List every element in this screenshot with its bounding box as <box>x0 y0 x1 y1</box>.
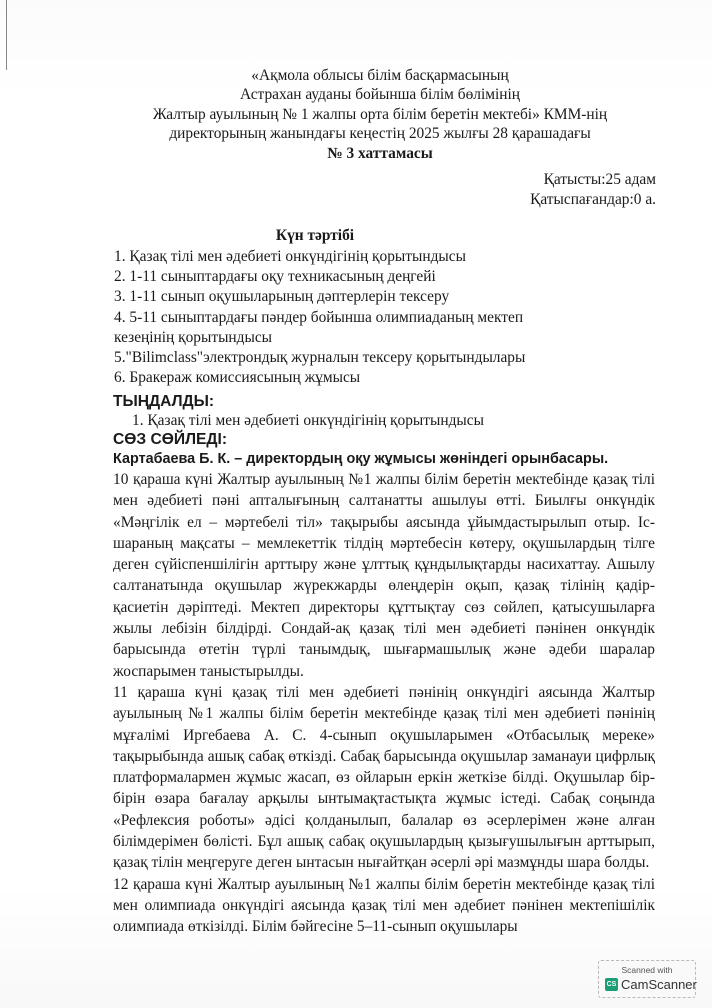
agenda-item: 3. 1-11 сынып оқушыларының дәптерлерін тексеру <box>114 288 450 306</box>
header-line: директорының жанындағы кеңестің 2025 жылғы 28 қарашадағы <box>169 125 591 143</box>
agenda-title: Күн тәртібі <box>275 227 355 244</box>
header-line: Астрахан ауданы бойынша білім бөлімінің <box>239 86 521 104</box>
header-line: Жалтыр ауылының № 1 жалпы орта білім беретін мектебі» КММ-нің <box>152 105 608 123</box>
speaker-line: Картабаева Б. К. – директордың оқу жұмысы жөніндегі орынбасары. <box>113 451 609 467</box>
listened-heading: ТЫҢДАЛДЫ: <box>113 393 215 410</box>
camscanner-brand <box>605 977 697 992</box>
agenda-item: 1. Қазақ тілі мен әдебиеті онкүндігінің қорытындысы <box>114 248 466 265</box>
camscanner-logo-icon: CS <box>605 978 618 991</box>
attendance-absent: Қатыспағандар:0 а. <box>530 191 656 208</box>
attendance-block <box>530 170 656 210</box>
report-body <box>113 469 655 938</box>
agenda-item: 5."Bilimclass"электрондық журналын тексеру қорытындылары <box>114 349 526 367</box>
camscanner-name: CamScanner <box>621 977 697 992</box>
attendance-present: Қатысты:25 адам <box>543 171 656 188</box>
body-paragraph: 11 қараша күні қазақ тілі мен әдебиеті пәнінің онкүндігі аясында Жалтыр ауылының №1 жалпы білім беретін мектебінде қазақ тілі мен әдебиеті пәнінің мұғалімі Иргебаева А. С. 4-сынып оқушыларымен «Отбасылық мереке» тақырыбында ашық сабақ өткізді. Сабақ барысында оқушылар заманауи цифрлық платформалармен жұмыс жасап, өз ойларын еркін жеткізе білді. Оқушылар бір-бірін өзара бағалау арқылы ынтымақтастықта жұмыс істеді. Сабақ соңында «Рефлексия роботы» әдісі қолданылып, балалар өз әсерлерімен және алған білімдерімен бөлісті. Бұл ашық сабақ оқушылардың қызығушылығын арттырып, қазақ тілін меңгеруге деген ынтасын нығайтқан әсерлі әрі мазмұнды шара болды. <box>113 683 655 872</box>
header-line: «Ақмола облысы білім басқармасының <box>251 67 509 84</box>
agenda-list <box>114 247 654 388</box>
body-paragraph: 12 қараша күні Жалтыр ауылының №1 жалпы білім беретін мектебінде қазақ тілі мен олимпиада онкүндігі аясында қазақ тілі мен әдебиет пәнінен мектепішілік олимпиада өткізілді. Білім бәйгесіне 5–11-сынып оқушылары <box>113 875 655 936</box>
agenda-item: 4. 5-11 сыныптардағы пәндер бойынша олимпиаданың мектеп кезеңінің қорытындысы <box>114 308 524 346</box>
agenda-item: 2. 1-11 сыныптардағы оқу техникасының деңгейі <box>114 268 436 286</box>
spoke-heading: СӨЗ СӨЙЛЕДІ: <box>113 431 228 448</box>
document-header <box>100 66 660 163</box>
protocol-title: № 3 хаттамасы <box>327 144 433 162</box>
body-paragraph: 10 қараша күні Жалтыр ауылының №1 жалпы білім беретін мектебінде қазақ тілі мен әдебиеті пәні апталығының салтанатты ашылуы өтті. Биылғы онкүндік «Мәңгілік ел – мәртебелі тіл» тақырыбы аясында ұйымдастырылып отыр. Іс-шараның мақсаты – мемлекеттік тілдің мәртебесін көтеру, оқушылардың тілге деген сүйіспеншілігін арттыру және ұлттық құндылықтарды насихаттау. Ашылу салтанатында оқушылар жүрекжарды өлеңдерін оқып, қазақ тілінің қадір-қасиетін дәріптеді. Мектеп директоры құттықтау сөз сөйлеп, қатысушыларға жылы лебізін білдірді. Сондай-ақ қазақ тілі мен әдебиеті пәнінен онкүндік барысында өтетін түрлі танымдық, шығармашылық және әдеби шаралар жоспарымен таныстырылды. <box>113 471 655 680</box>
camscanner-watermark <box>598 960 696 998</box>
scanned-with-label: Scanned with <box>621 965 673 975</box>
agenda-item: 6. Бракераж комиссиясының жұмысы <box>114 369 361 387</box>
page-edge-line <box>6 0 7 70</box>
listened-item: 1. Қазақ тілі мен әдебиеті онкүндігінің қорытындысы <box>132 412 484 429</box>
